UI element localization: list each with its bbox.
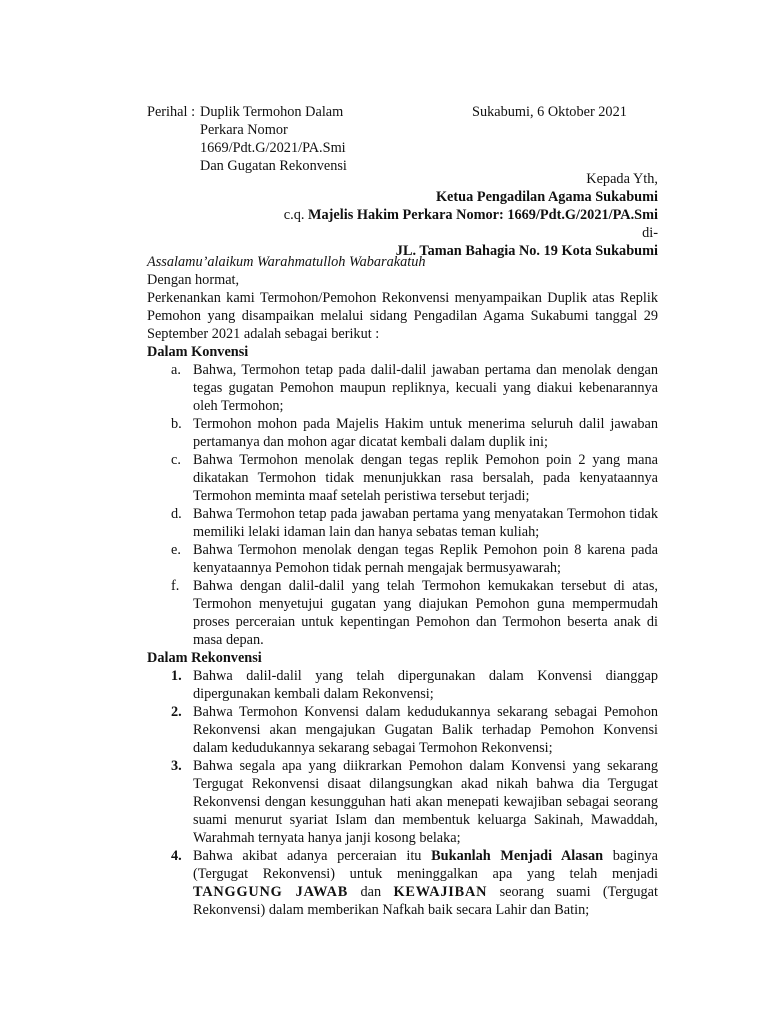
list-marker: f. — [171, 578, 180, 594]
list-marker: 1. — [171, 668, 182, 684]
list-marker: 2. — [171, 704, 182, 720]
item4-emphasis: Bukanlah Menjadi Alasan — [431, 848, 604, 864]
address-cq: Majelis Hakim Perkara Nomor: 1669/Pdt.G/2021/PA.Smi — [308, 207, 658, 223]
list-marker: a. — [171, 362, 181, 378]
list-marker: 4. — [171, 848, 182, 864]
list-text: Bahwa dengan dalil-dalil yang telah Termohon kemukakan tersebut di atas, Termohon menyetujui gugatan yang diajukan Pemohon guna mempermudah proses perceraian untuk kepentingan Pemohon dan Termohon beserta anak di masa depan. — [193, 578, 658, 648]
address-to: Kepada Yth, — [586, 171, 658, 187]
list-text — [193, 847, 658, 919]
list-text: Bahwa segala apa yang diikrarkan Pemohon dalam Konvensi yang sekarang Tergugat Rekonvensi disaat dilangsungkan akad nikah bahwa dia Tergugat Rekonvensi dengan kesungguhan hati akan menepati kewajiban sebagai seorang suami menurut syariat Islam dan membentuk keluarga Sakinah, Mawaddah, Warahmah ternyata hanya janji kosong belaka; — [193, 758, 658, 846]
list-text: Bahwa Termohon menolak dengan tegas replik Pemohon poin 2 yang mana dikatakan Termohon tidak menunjukkan rasa bersalah, pada kenyataannya Termohon meminta maaf setelah peristiwa tersebut terjadi; — [193, 452, 658, 504]
list-text: Termohon mohon pada Majelis Hakim untuk menerima seluruh dalil jawaban pertamanya dan mohon agar dicatat kembali dalam duplik ini; — [193, 416, 658, 450]
list-item — [147, 451, 658, 505]
item4-text-part: seorang suami (Tergugat Rekonvensi) dalam memberikan Nafkah baik secara Lahir dan Batin; — [193, 884, 658, 918]
salam: Assalamu’alaikum Warahmatulloh Wabarakatuh — [147, 254, 426, 270]
list-item — [147, 847, 658, 919]
list-text: Bahwa, Termohon tetap pada dalil-dalil jawaban pertama dan menolak dengan tegas gugatan Pemohon maupun repliknya, kecuali yang diakui kebenarannya oleh Termohon; — [193, 362, 658, 414]
address-block — [284, 170, 658, 260]
subject-label: Perihal : — [147, 104, 196, 120]
rekonvensi-list — [147, 667, 658, 919]
item4-text-part: baginya (Tergugat Rekonvensi) untuk meninggalkan apa yang telah menjadi — [193, 848, 658, 882]
list-text: Bahwa Termohon menolak dengan tegas Replik Pemohon poin 8 karena pada kenyataannya Pemohon tidak pernah mengajak bermusyawarah; — [193, 542, 658, 576]
list-item — [147, 757, 658, 847]
subject-line: 1669/Pdt.G/2021/PA.Smi — [200, 140, 346, 156]
letter-body — [147, 253, 658, 919]
subject-line: Duplik Termohon Dalam — [200, 104, 344, 120]
section-heading-konvensi: Dalam Konvensi — [147, 344, 249, 360]
list-item — [147, 577, 658, 649]
item4-emphasis: TANGGUNG JAWAB — [193, 884, 349, 900]
greeting: Dengan hormat, — [147, 272, 240, 288]
list-marker: e. — [171, 542, 181, 558]
list-marker: d. — [171, 506, 182, 522]
list-item — [147, 415, 658, 451]
address-street: JL. Taman Bahagia No. 19 Kota Sukabumi — [395, 243, 658, 259]
list-item — [147, 541, 658, 577]
subject-block — [147, 103, 347, 175]
subject-line: Dan Gugatan Rekonvensi — [200, 158, 347, 174]
list-item — [147, 361, 658, 415]
item4-text-part: Bahwa akibat adanya perceraian itu — [193, 848, 432, 864]
address-recipient: Ketua Pengadilan Agama Sukabumi — [435, 189, 658, 205]
list-text: Bahwa Termohon Konvensi dalam kedudukannya sekarang sebagai Pemohon Rekonvensi akan mengajukan Gugatan Balik terhadap Pemohon Konvensi dalam kedudukannya sekarang sebagai Termohon Rekonvensi; — [193, 704, 658, 756]
list-text: Bahwa dalil-dalil yang telah dipergunakan dalam Konvensi dianggap dipergunakan kembali dalam Rekonvensi; — [193, 668, 658, 702]
address-cq-prefix: c.q. — [283, 207, 305, 223]
list-item — [147, 667, 658, 703]
address-cq-line — [284, 206, 658, 224]
item4-emphasis: KEWAJIBAN — [393, 884, 488, 900]
list-marker: b. — [171, 416, 182, 432]
subject-line: Perkara Nomor — [200, 122, 288, 138]
konvensi-list — [147, 361, 658, 649]
intro-paragraph: Perkenankan kami Termohon/Pemohon Rekonvensi menyampaikan Duplik atas Replik Pemohon yang disampaikan melalui sidang Pengadilan Agama Sukabumi tanggal 29 September 2021 adalah sebagai berikut : — [147, 290, 658, 342]
list-marker: c. — [171, 452, 181, 468]
item4-text-part: dan — [348, 884, 394, 900]
list-text: Bahwa Termohon tetap pada jawaban pertama yang menyatakan Termohon tidak memiliki lelaki idaman lain dan hanya sebatas teman kuliah; — [193, 506, 658, 540]
place-date: Sukabumi, 6 Oktober 2021 — [472, 104, 627, 120]
list-item — [147, 505, 658, 541]
list-marker: 3. — [171, 758, 182, 774]
list-item — [147, 703, 658, 757]
address-di: di- — [642, 225, 658, 241]
section-heading-rekonvensi: Dalam Rekonvensi — [147, 650, 262, 666]
